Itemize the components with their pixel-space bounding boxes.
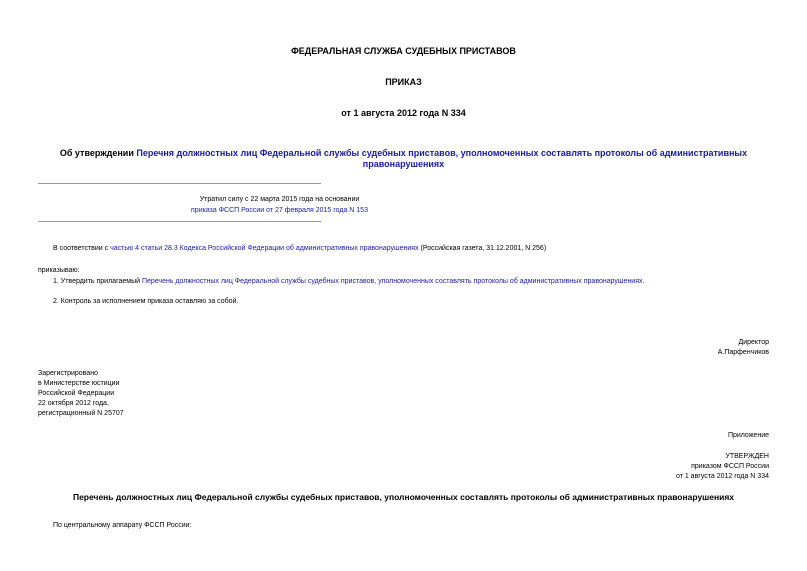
doc-subject bbox=[0, 148, 807, 170]
status-note-line: Утратил силу с 22 марта 2015 года на основании bbox=[199, 196, 360, 203]
signature-position: Директор bbox=[738, 339, 769, 346]
registration-line-2: в Министерстве юстиции bbox=[38, 380, 120, 387]
registration-line-5: регистрационный N 25707 bbox=[38, 410, 124, 417]
subject-link[interactable]: Перечня должностных лиц Федеральной службы судебных приставов, уполномоченных составлять протоколы об административных bbox=[136, 148, 748, 158]
basis-suffix: (Российская газета, 31.12.2001, N 256) bbox=[418, 245, 547, 252]
subject-link-cont[interactable]: правонарушениях bbox=[362, 159, 445, 169]
list-title: Перечень должностных лиц Федеральной службы судебных приставов, уполномоченных составлять протоколы об административных правонарушениях bbox=[72, 492, 735, 502]
item1-suffix: . bbox=[642, 278, 645, 285]
basis-link[interactable]: частью 4 статьи 28.3 Кодекса Российской Федерации об административных правонарушениях bbox=[110, 245, 419, 252]
divider-bottom bbox=[38, 221, 321, 222]
registration-line-1: Зарегистрировано bbox=[38, 370, 98, 377]
item1-link[interactable]: Перечень должностных лиц Федеральной службы судебных приставов, уполномоченных составлять протоколы об административных правонарушениях bbox=[141, 278, 643, 285]
order-item-2: 2. Контроль за исполнением приказа оставляю за собой. bbox=[53, 298, 239, 305]
approved-label: УТВЕРЖДЕН bbox=[725, 453, 769, 460]
registration-block bbox=[38, 369, 124, 419]
order-word: приказываю: bbox=[38, 267, 80, 274]
divider-top bbox=[38, 183, 321, 184]
registration-line-4: 22 октября 2012 года, bbox=[38, 400, 109, 407]
doc-type: ПРИКАЗ bbox=[385, 77, 422, 87]
agency-title: ФЕДЕРАЛЬНАЯ СЛУЖБА СУДЕБНЫХ ПРИСТАВОВ bbox=[291, 46, 516, 56]
subject-prefix: Об утверждении bbox=[59, 148, 137, 158]
signature-name: А.Парфенчиков bbox=[717, 349, 769, 356]
basis-paragraph bbox=[53, 244, 546, 254]
basis-prefix: В соответствии с bbox=[53, 245, 111, 252]
order-item-1 bbox=[53, 277, 644, 287]
approved-date: от 1 августа 2012 года N 334 bbox=[675, 473, 769, 480]
item1-prefix: 1. Утвердить прилагаемый bbox=[53, 278, 142, 285]
appendix-label: Приложение bbox=[727, 432, 769, 439]
registration-line-3: Российской Федерации bbox=[38, 390, 115, 397]
doc-date-number: от 1 августа 2012 года N 334 bbox=[341, 108, 466, 118]
central-apparatus-heading: По центральному аппарату ФССП России: bbox=[53, 522, 192, 529]
approved-by: приказом ФССП России bbox=[691, 463, 769, 470]
status-note-link[interactable]: приказа ФССП России от 27 февраля 2015 года N 153 bbox=[191, 207, 368, 214]
